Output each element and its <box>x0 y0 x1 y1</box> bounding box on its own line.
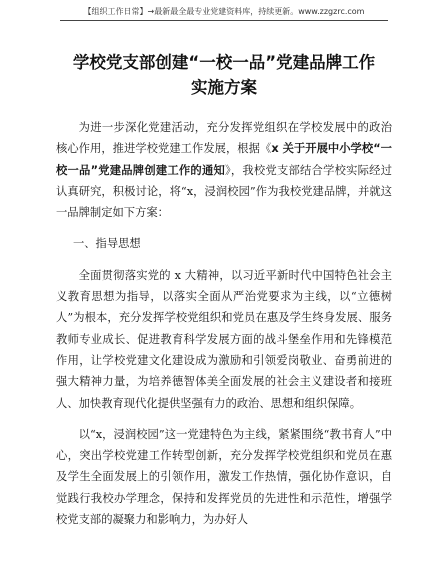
document-title: 学校党支部创建“一校一品”党建品牌工作实施方案 <box>72 53 376 97</box>
intro-text-part1: 为进一步深化党建活动，充分发挥党组织在学校发展中的政治核心作用，推进学校党建工作发展，根据《 <box>56 121 392 156</box>
intro-text-part2: 》，我校党支部结合学校实际经过认真研究，积极讨论，将“x，浸润校园”作为我校党建品牌，并就这一品牌制定如下方案： <box>56 163 392 220</box>
guiding-ideology-paragraph-1: 全面贯彻落实党的 x 大精神，以习近平新时代中国特色社会主义教育思想为指导，以落实全面从严治党要求为主线，以“立德树人”为根本，充分发挥学校党组织和党员在惠及学生终身发展、服务教师专业成长、促进教育科学发展方面的战斗堡垒作用和先锋模范作用，让学校党建文化建设成为激励和引领爱岗敬业、奋勇前进的强大精神力量，为培养德智体美全面发展的社会主义建设者和接班人、加快教育现代化提供坚强有力的政治、思想和组织保障。 <box>56 268 392 410</box>
document-body <box>56 117 392 540</box>
intro-paragraph <box>56 117 392 223</box>
section-heading-guiding-ideology: 一、指导思想 <box>72 237 141 251</box>
notice-title: x 关于开展中小学校“一校一品”党建品牌创建工作的通知 <box>56 142 392 177</box>
header-divider <box>60 20 388 21</box>
header-note: 【组织工作日常】→最新最全最专业党建资料库，持续更新。www.zzgzrc.com <box>83 7 365 16</box>
guiding-ideology-paragraph-2: 以“x，浸润校园”这一党建特色为主线，紧紧围绕“教书育人”中心，突出学校党建工作转型创新，充分发挥学校党组织和党员在惠及学生全面发展上的引领作用，激发工作热情，强化协作意识，自觉践行我校办学理念，保持和发挥党员的先进性和示范性，增强学校党支部的凝聚力和影响力，为办好人 <box>56 427 392 527</box>
